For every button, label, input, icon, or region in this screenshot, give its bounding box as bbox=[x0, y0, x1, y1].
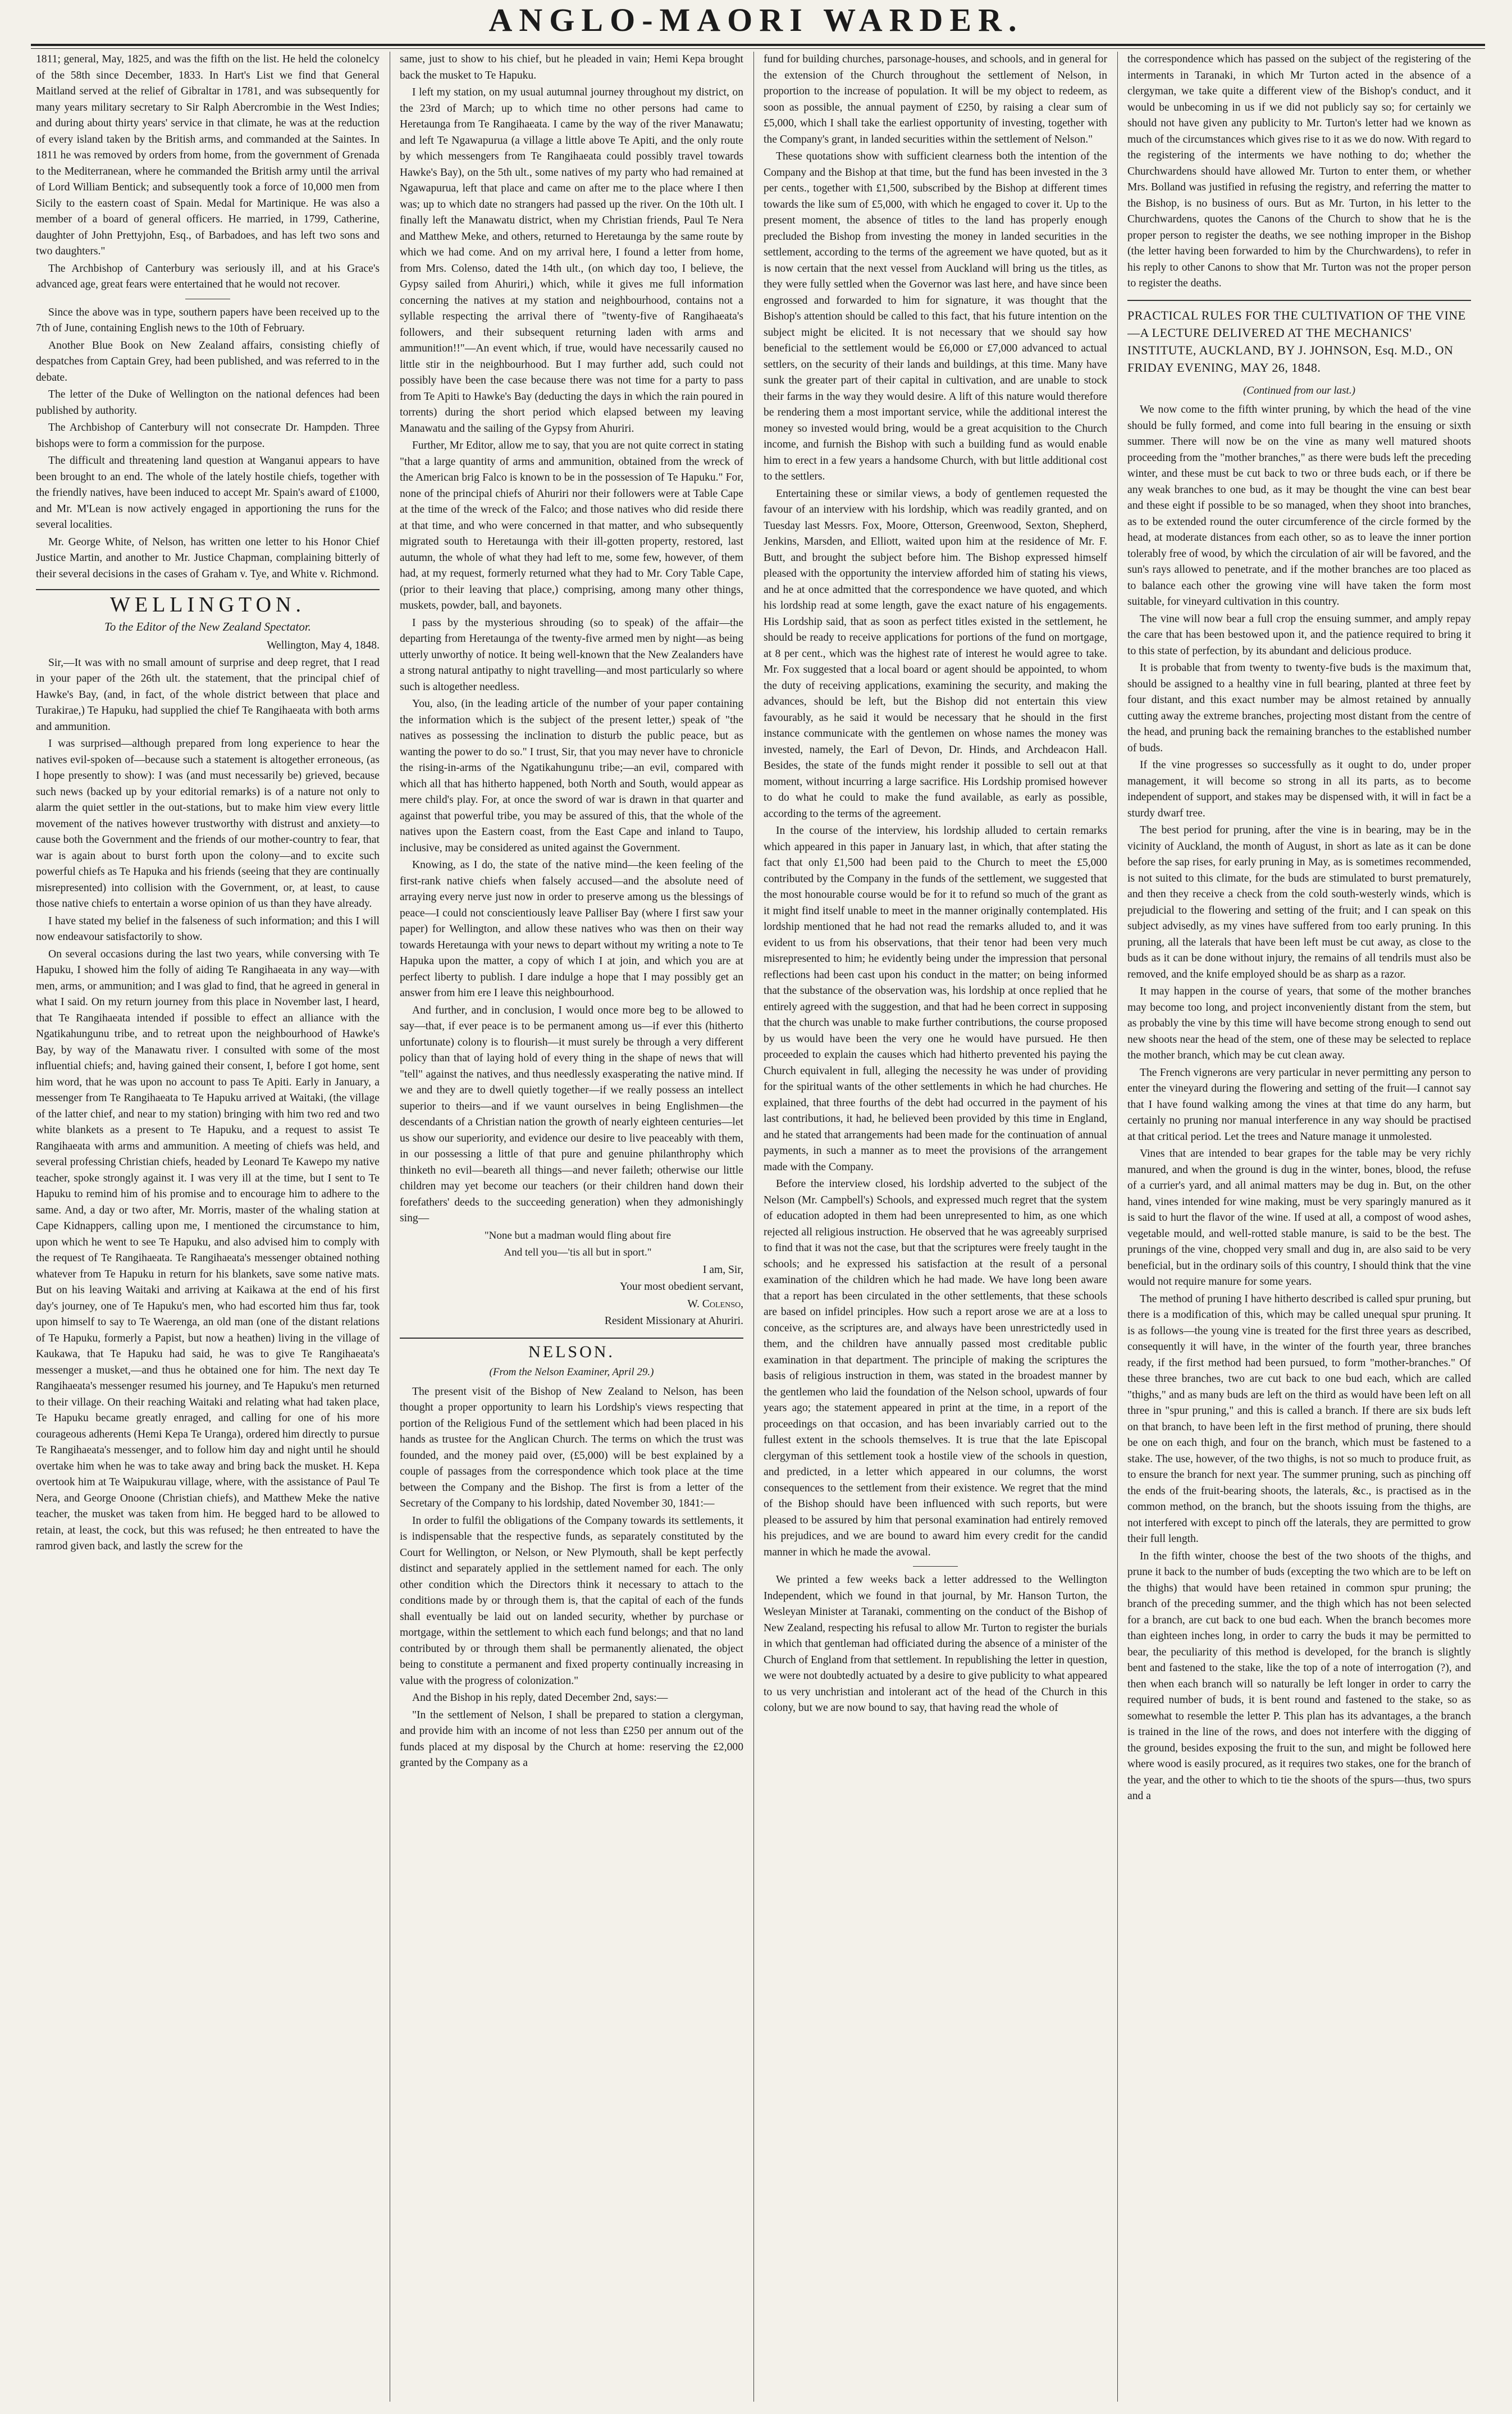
article-paragraph: If the vine progresses so successfully as it ought to do, under proper management, it will become so strong in all its parts, as to become independent of support, and stakes may be dispensed with, it will in fact be a sturdy dwarf tree. bbox=[1127, 759, 1471, 819]
article-paragraph: We now come to the fifth winter pruning, by which the head of the vine should be fully formed, and come into full bearing in the ensuing or sixth summer. There will now be on the vine as many well matured shoots proceeding from the "mother branches," as there were buds left the preceding winter, and these must be cut back to two or three buds each, or if there be any weak branches to one bud, as it may be thought the vine can best bear and these eight if possible to be so managed, when they shoot into branches, as to be extended round the outer circumference of the circle formed by the head, at moderate distances from each other, so as to leave the inner portion tolerably free of wood, by which the circulation of air will be favored, and the sun's rays allowed to penetrate, and if the mother branches are too placed as to balance each other the growing vine will have taken the form most suitable, for vineyard cultivation in this country. bbox=[1127, 404, 1471, 608]
letter-paragraph: I left my station, on my usual autumnal journey throughout my district, on the 23rd of March; up to which time no other persons had came to Heretaunga from Te Rangihaeata. I came by the way of the river Manawatu; and left Te Ngawapurua (a village a little above Te Apiti, and the only route by which messengers from Te Rangihaeata could possibly travel towards Hawke's Bay), on the 5th ult., some natives of my party who had remained at Ngawapurua, left that place and came on after me to the place where I then was; up to which date no strangers had passed up the river. On the 10th ult. I finally left the Manawatu district, when my Christian friends, Paul Te Nera and Matthew Meke, and others, returned to Heretaunga by the same route by which we had come. And on my arrival here, I found a letter from home, from Mrs. Colenso, dated the 14th ult., (on which day too, I believe, the Gypsy sailed from Ahuriri,) which, while it gives me full information concerning the natives at my station and neighbourhood, contains not a syllable respecting the arrival there of "twenty-five of Rangihaeata's followers, and their subsequent returning laden with arms and ammunition!!"—An event which, if true, would have necessarily caused no little stir in the neighbourhood. But I may further add, such could not possibly have been the case because there was not time for a party to pass from Te Apiti to Hawke's Bay (deducting the days in which the rain poured in torrents) during the short period which elapsed between my leaving Manawatu and the sailing of the Gypsy from Ahuriri. bbox=[400, 86, 743, 435]
article-paragraph: 1811; general, May, 1825, and was the fifth on the list. He held the colonelcy of the 58th since December, 1833. In Hart's List we find that General Maitland served at the relief of Gibraltar in 1781, and was subsequently for many years military secretary to Sir Ralph Abercrombie in the West Indies; and during about thirty years' service in that climate, he was at the reduction of every island taken by the British arms, and commanded at the Saintes. In 1811 he was removed by orders from home, from the government of Grenada to the Mediterranean, where he commanded the British army until the arrival of Lord William Bentick; and subsequently took a force of 10,000 men from Sicily to the eastern coast of Spain. Medal for Martinique. He was also a member of a board of general officers. He married, in 1799, Catherine, daughter of John Prettyjohn, Esq., of Barbadoes, and has left two sons and two daughters." bbox=[36, 53, 380, 257]
signature-line: I am, Sir, bbox=[702, 1263, 743, 1276]
section-heading-wellington: WELLINGTON. bbox=[36, 589, 380, 613]
section-subheading: To the Editor of the New Zealand Spectator. bbox=[104, 619, 311, 633]
article-paragraph: These quotations show with sufficient clearness both the intention of the Company and the Bishop at that time, but the fund has been invested in the 3 per cents., together with £1,500, subscribed by the Bishop at different times towards the like sum of £5,000, with which he engaged to cover it. Up to the present moment, the absence of titles to the land has properly enough precluded the Bishop from investing the money in landed securities in the settlement, according to the terms of the agreement we have quoted, but as it is now certain that the next vessel from Auckland will bring us the titles, as they were fully settled when the Governor was last here, and have since been engrossed and forwarded to him for signature, it was thought that the Bishop's attention should be called to this fact, that his future intention on the subject might be elicited. It is not necessary that we should say how beneficial to the settlement would be £6,000 or £7,000 advanced to actual settlers, on the security of their lands and buildings, at this time. Many have sunk the greater part of their capital in cultivation, and are unable to stock their farms in the way they would desire. A lift of this nature would therefore be rendering them a most important service, while the additional interest the money so invested would bring, would be a great acquisition to the Church income, and furnish the Bishop with such a building fund as would enable him to erect in a few years a handsome Church, with but little additional cost to the settlers. bbox=[764, 150, 1107, 482]
masthead-rule-thin bbox=[31, 48, 1485, 49]
verse-quote: "None but a madman would fling about fire bbox=[484, 1229, 672, 1242]
article-paragraph: The Archbishop of Canterbury was seriously ill, and at his Grace's advanced age, great fears were entertained that he would not recover. bbox=[36, 262, 380, 290]
article-paragraph: Entertaining these or similar views, a body of gentlemen requested the favour of an interview with his lordship, which was readily granted, and on Tuesday last Messrs. Fox, Moore, Otterson, Greenwood, Sexton, Shepherd, Jenkins, Marsden, and Elliott, waited upon him at the residence of Mr. F. Butt, and brought the subject before him. The Bishop expressed himself pleased with the opportunity the interview afforded him of stating his views, and he at once admitted that the correspondence we have quoted, and which his lordship read at some length, gave the exact nature of his engagements. His Lordship said, that as soon as perfect titles existed in the settlement, he should be ready to receive applications for portions of the fund on mortgage, at 8 per cent., which was the highest rate of interest he would agree to take. Mr. Fox suggested that a local board or agent should be appointed, to whom the duty of receiving applications, examining the security, and making the advances, should be left, but the Bishop did not entertain this view favourably, as he said it would be necessary that he should in the first instance communicate with the gentlemen on whose names the money was invested, namely, the Earl of Devon, Dr. Hinds, and Archdeacon Hall. Besides, the state of the funds might render it possible to sell out at that moment, without incurring a large sacrifice. His Lordship promised however to do what he could to make the fund available, as early as possible, according to the terms of the agreement. bbox=[764, 487, 1107, 820]
column-divider bbox=[1117, 52, 1118, 2402]
article-paragraph: Mr. George White, of Nelson, has written one letter to his Honor Chief Justice Martin, and another to Mr. Justice Chapman, complaining bitterly of their several decisions in the cases of Graham v. Tye, and White v. Richmond. bbox=[36, 536, 380, 580]
article-paragraph: In the fifth winter, choose the best of the two shoots of the thighs, and prune it back to the number of buds (excepting the two which are to be left on the thighs) that would have been retained in common spur pruning; the branch of the preceding summer, and the thigh which has not been selected for a branch, are cut back to one bud each. When the branch becomes more than eighteen inches long, in order to carry the buds it may be permitted to bear, the peculiarity of this method is developed, for the branch is slightly bent and fastened to the stake, like the top of a note of interrogation (?), and then when each branch will so naturally be left longer in order to carry the required number of buds, it is bent round and fastened to the stake, so as somewhat to resemble the letter P. This plan has its advantages, a the branch is trained in the line of the rows, and does not interfere with the digging of the ground, besides exposing the fruit to the sun, and might be followed here where wood is easily procured, as it requires two stakes, one for the branch of the year, and the other to which to tie the shoots of the spurs—thus, two spurs and a bbox=[1127, 1550, 1471, 1802]
article-headline-vine: PRACTICAL RULES FOR THE CULTIVATION OF THE VINE—A LECTURE DELIVERED AT THE MECHANICS' INSTITUTE, AUCKLAND, BY J. JOHNSON, Esq. M.D., ON FRIDAY EVENING, MAY 26, 1848. bbox=[1127, 300, 1471, 376]
column-1 bbox=[36, 52, 380, 2402]
article-paragraph: The method of pruning I have hitherto described is called spur pruning, but there is a modification of this, which may be called unequal spur pruning. It is as follows—the young vine is treated for the first three years as described, consequently it will have, in the winter of the fourth year, three branches ready, if the first method had been pursued, to form "mother-branches." Of these three branches, two are cut back to one bud each, which are called "thighs," and as many buds are left on the third as would have been left on all three in "spur pruning," and this is called a branch. If there are six buds left on that branch, to have been left in the first method of pruning, there should be one on each thigh, and four on the branch, which must be fastened to a stake. The use, however, of the two thighs, is not so much to produce fruit, as to ensure the branch for next year. The summer pruning, such as pinching off the ends of the fruit-bearing shoots, the laterals, &c., is practised as in the common method, on the branch, but the shoots issuing from the thighs, are not interfered with except to pinch off the laterals, they are permitted to grow their full length. bbox=[1127, 1293, 1471, 1545]
article-paragraph: It may happen in the course of years, that some of the mother branches may become too long, and project inconveniently distant from the stem, but as probably the vine by this time will have become strong enough to send out new shoots near the head of the stem, one of these may be selected to replace the mother branch, which may be cut clean away. bbox=[1127, 985, 1471, 1061]
masthead-rule bbox=[31, 44, 1485, 46]
section-heading-nelson: NELSON. bbox=[400, 1338, 743, 1361]
article-paragraph: the correspondence which has passed on the subject of the registering of the interments in Taranaki, in which Mr Turton acted in the absence of a clergyman, we take quite a different view of the Bishop's conduct, and it would be unbecoming in us if we did not publicly say so; for certainly we should not have given any publicity to Mr. Turton's letter had we known as much of the circumstances which gives rise to it as we do now. With regard to the registering of the interments we have nothing to do; whether the Churchwardens should have allowed Mr. Turton to enter them, or whether Mrs. Bolland was justified in refusing the registry, and referring the matter to the Bishop, is no business of ours. But as Mr. Turton, in his letter to the Churchwardens, quotes the Canons of the Church to show that he is the proper person to register the deaths, we see nothing improper in the Bishop (the letter having been forwarded to him by the Churchwardens), to refer in his reply to other Canons to show that Mr. Turton was not the proper person to register the deaths. bbox=[1127, 53, 1471, 289]
letter-paragraph: And further, and in conclusion, I would once more beg to be allowed to say—that, if ever peace is to be permanent among us—if ever this (hitherto unfortunate) colony is to flourish—it must surely be through a very different policy than that of laying hold of every thing in the shape of news that will "tell" against the natives, and thus needlessly exasperating the native mind. If we and they are to dwell quietly together—if we really possess an intellect superior to theirs—and if we vaunt ourselves in being Englishmen—the descendants of a Christian nation the growth of nearly eighteen centuries—let us show our superiority, and evidence our desire to live peaceably with them, in our possessing a little of that pure and genuine philanthrophy which thinketh no evil—beareth all things—and never faileth; otherwise our little children may yet become our teachers (or their children hand down their forefathers' deeds to the succeeding generation) when they admonishingly sing— bbox=[400, 1004, 743, 1224]
article-paragraph: The French vignerons are very particular in never permitting any person to enter the vineyard during the flowering and setting of the fruit—I cannot say that I have found walking among the vines at that time do any harm, but certainly no pruning nor manual interference in any way should be practised at that critical period. Let the trees and Nature manage it unmolested. bbox=[1127, 1066, 1471, 1143]
letter-paragraph: I pass by the mysterious shrouding (so to speak) of the affair—the departing from Heretaunga of the twenty-five armed men by night—as being utterly unworthy of notice. It being well-known that the New Zealanders have a strong natural antipathy to night travelling—and most particularly so where such is altogether needless. bbox=[400, 617, 743, 693]
article-paragraph: The best period for pruning, after the vine is in bearing, may be in the vicinity of Auckland, the month of August, in short as late as it can be done before the sap rises, for early pruning in May, as is sometimes recommended, is not suited to this climate, for the buds are stimulated to burst prematurely, and then they receive a check from the cold south-westerly winds, which is prejudicial to the flowering and setting of the fruit; and I can speak on this subject advisedly, as my vines have suffered from too early pruning. In this pruning, all the laterals that have been left must be cut away, as close to the buds as it can be done without injury, the remains of all tendrils must also be removed, and the knife employed should be as sharp as a razor. bbox=[1127, 824, 1471, 980]
article-paragraph: And the Bishop in his reply, dated December 2nd, says:— bbox=[412, 1692, 668, 1704]
letter-paragraph: Further, Mr Editor, allow me to say, that you are not quite correct in stating "that a large quantity of arms and ammunition, obtained from the wreck of the American brig Falco is known to be in the possession of Te Hapuku." For, none of the principal chiefs of Ahuriri nor their followers were at Table Cape at the time of the wreck of the Falco; and those natives who did reside there at that time, and who were concerned in that matter, and who subsequently migrated south to Heretaunga with their ill-gotten property, restored, last autumn, the whole of what they had left to me, some few, however, of them had, at my request, formerly returned what they had to Mr. Cory Table Cape, (prior to their leaving that place,) comprising, among many other things, muskets, powder, ball, and bayonets. bbox=[400, 440, 743, 612]
article-paragraph: In the course of the interview, his lordship alluded to certain remarks which appeared in this paper in January last, in which, that after stating the fact that only £1,500 had been paid to the Church to meet the £5,000 contributed by the Company in the funds of the settlement, we suggested that the most honourable course would be for it to refund so much of the grant as it might find itself unable to meet in the manner originally contemplated. His lordship mentioned that he had not read the remarks alluded to, and it was evident to us from his observations, that their tenor had been very much misrepresented to him; he evidently being under the impression that personal reflections had been cast upon his conduct in the matter; on being informed that the substance of the observation was, his lordship at once replied that he entirely agreed with the suggestion, and that had he been correct in supposing that the church was unable to make further contributions, the course proposed by us would have been the very one he would have pursued. He then proceeded to explain the causes which had hitherto prevented his paying the Church equivalent in full, alleging the necessity he was under of providing for the spiritual wants of the other settlements in which he had churches. He explained, that three fourths of the debt had occurred in the payment of his last contributions, it had, he believed been provided by this time in England, and he stated that arrangements had been made for the continuation of annual payments, in such a manner as to meet the provisions of the arrangement made with the Company. bbox=[764, 825, 1107, 1173]
separator-rule bbox=[913, 1566, 958, 1567]
signature-name: W. Colenso, bbox=[687, 1298, 743, 1310]
verse-quote: And tell you—'tis all but in sport." bbox=[504, 1247, 652, 1258]
continued-note: (Continued from our last.) bbox=[1243, 384, 1355, 396]
article-paragraph: fund for building churches, parsonage-houses, and schools, and in general for the extension of the Church throughout the settlement of Nelson, in proportion to the increase of population. It will be my object to redeem, as soon as possible, the annual payment of £250, by raising a clear sum of £5,000, which I shall take the earliest opportunity of investing, together with the Company's grant, in landed securities within the settlement of Nelson." bbox=[764, 53, 1107, 145]
article-paragraph: "In the settlement of Nelson, I shall be prepared to station a clergyman, and provide him with an income of not less than £250 per annum out of the funds placed at my disposal by the Church at home: reserving the £2,000 granted by the Company as a bbox=[400, 1709, 743, 1769]
article-paragraph: The Archbishop of Canterbury will not consecrate Dr. Hampden. Three bishops were to form a commission for the purpose. bbox=[36, 422, 380, 450]
letter-paragraph: Knowing, as I do, the state of the native mind—the keen feeling of the first-rank native chiefs when falsely accused—and the absolute need of arraying every nerve just now in order to preserve among us the blessings of peace—I could not conscientiously leave Palliser Bay (where I first saw your paper) for Wellington, and allow these natives who was then on their way towards Heretaunga with your news to depart without my writing a note to Te Hapuka upon the matter, a copy of which I at join, and which you are at perfect liberty to publish. I dare indulge a hope that I may possibly get an answer from him ere I leave this neighbourhood. bbox=[400, 859, 743, 999]
article-paragraph: The present visit of the Bishop of New Zealand to Nelson, has been thought a proper opportunity to learn his Lordship's views respecting that portion of the Religious Fund of the settlement which had been placed in his hands as trustee for the Anglican Church. The terms on which the trust was founded, and the money paid over, (£5,000) will be best explained by a couple of passages from the correspondence which took place at the time between the Company and the Bishop. The first is from a letter of the Secretary of the Company to his lordship, dated November 30, 1841:— bbox=[400, 1385, 743, 1509]
article-paragraph: The letter of the Duke of Wellington on the national defences had been published by authority. bbox=[36, 389, 380, 417]
letter-paragraph: Sir,—It was with no small amount of surprise and deep regret, that I read in your paper of the 26th ult. the statement, that the principal chief of Hawke's Bay, (and, in fact, of the whole district between that place and Turakirae,) Te Hapuku, had supplied the chief Te Rangihaeata with both arms and ammunition. bbox=[36, 656, 380, 733]
article-paragraph: Since the above was in type, southern papers have been received up to the 7th of June, containing English news to the 10th of February. bbox=[36, 306, 380, 334]
column-divider bbox=[753, 52, 754, 2402]
article-paragraph: The vine will now bear a full crop the ensuing summer, and amply repay the care that has been bestowed upon it, and the patience required to bring it to this state of perfection, by its abundant and delicious produce. bbox=[1127, 613, 1471, 657]
letter-paragraph: I was surprised—although prepared from long experience to hear the natives evil-spoken of—because such a statement is altogether erroneous, (as I hope presently to show): I was (and must necessarily be) grieved, because such news (backed up by your editorial remarks) is of a nature not only to alarm the quiet settler in the out-stations, but to make him view every little movement of the natives however trustworthy with distrust and anxiety—to cause both the Government and the friends of our mother-country to fear, that war is again about to burst forth upon the colony—and to excite such powerful chiefs as Te Hapuka and his friends (seeing that they are continually misrepresented) into collision with the Government, or, at least, to cause those native chiefs to entertain a worse opinion of us than they have already. bbox=[36, 738, 380, 910]
letter-paragraph: I have stated my belief in the falseness of such information; and this I will now endeavour satisfactorily to show. bbox=[36, 915, 380, 943]
letter-paragraph: You, also, (in the leading article of the number of your paper containing the information which is the subject of the present letter,) speak of "the natives as possessing the inclination to disturb the public peace, but as wanting the power to do so." I trust, Sir, that you may never have to chronicle the rising-in-arms of the Ngatikahungunu tribe;—an evil, compared with which all that has hitherto happened, both North and South, would appear as mere child's play. For, at once the sword of war is drawn in that quarter and against that powerful tribe, you may be assured of this, that the whole of the natives upon the Eastern coast, from the East Cape and inland to Taupo, inclusive, may be considered as united against the Government. bbox=[400, 698, 743, 854]
article-paragraph: Vines that are intended to bear grapes for the table may be very richly manured, and when the ground is dug in the winter, bones, blood, the refuse of a currier's yard, and all animal matters may be dug in. But, on the other hand, vines intended for wine making, must be very sparingly manured as it is said to hurt the flavor of the wine. If used at all, a compost of wood ashes, vegetable mould, and well-rotted stable manure, is said to be the best. The prunings of the vine, chopped very small and dug in, are also said to be very beneficial, but in the ordinary soils of this country, I should think that the vine would not require manure for some years. bbox=[1127, 1148, 1471, 1288]
signature-line: Resident Missionary at Ahuriri. bbox=[604, 1315, 743, 1327]
letter-paragraph: same, just to show to his chief, but he pleaded in vain; Hemi Kepa brought back the musket to Te Hapuku. bbox=[400, 53, 743, 81]
column-3 bbox=[764, 52, 1107, 2402]
article-paragraph: In order to fulfil the obligations of the Company towards its settlements, it is indispensable that the respective funds, as separately constituted by the Court for Wellington, or Nelson, or New Plymouth, shall be kept perfectly distinct and separately applied in the settlement named for each. The only other condition which the Directors think it necessary to attach to the conditions made by or through them is, that the capital of each of the funds shall eventually be laid out on landed security, whether by purchase or mortgage, within the settlement to which each fund belongs; and that no land contributed by or through them shall be permanently alienated, the object being to constitute a permanent and fixed property continually increasing in value with the progress of colonization." bbox=[400, 1514, 743, 1687]
letter-paragraph: On several occasions during the last two years, while conversing with Te Hapuku, I showed him the folly of aiding Te Rangihaeata in any way—with men, arms, or ammunition; and I was glad to find, that he agreed in general in what I said. On my return journey from this place in November last, I heard, that Te Rangihaeata intended if possible to effect an alliance with the Ngatikahungunu tribe, and to retreat upon the neighbourhood of Hawke's Bay, by way of the Manawatu river. I consulted with some of the most influential chiefs; and, having gained their consent, I, before I got home, sent him word, that he was upon no account to pass Te Apiti. Early in January, a messenger from Te Rangihaeata to Te Hapuku arrived at Waitaki, (the village of the latter chief, and near to my station) bringing with him two red and two white blankets as a present to Te Hapuku, and a request to assist Te Rangihaeata with arms and ammunition. A meeting of chiefs was held, and several professing Christian chiefs, headed by Leonard Te Kawepo my native teacher, spoke strongly against it. I was very ill at the time, but I sent to Te Hapuku to remind him of his promise and to encourage him to adhere to the same. And, a day or two after, Mr. Morris, master of the whaling station at Cape Kidnappers, calling upon me, I mentioned the circumstance to him, upon which he went to see Te Hapuku, and also advised him to comply with the request of Te Rangihaeata. Te Rangihaeata's messenger obtained nothing whatever from Te Hapuku in return for his blankets, save some native mats. But on his leaving Waitaki and arriving at Kaikawa at the end of his first day's journey, one of Te Hapuku's men, who had escorted him thus far, took upon himself to say to Te Waerenga, an old man (one of the distant relations of Te Hapuku, formerly a Papist, but now a heathen) living in the village of Kaukawa, that Te Hapuku had said, he was to give Te Rangihaeata's messenger a musket,—and thus he obtained one for him. The next day Te Rangihaeata's messenger resumed his journey, and Te Hapuku's men returned to their village. On their reaching Waitaki and relating what had taken place, Te Hapuku became greatly enraged, and calling for one of his more courageous adherents (Hemi Kepa Te Uranga), ordered him directly to pursue Te Rangihaeata's messenger, and to follow him day and night until he should overtake him when he was to take away and bring back the musket. H. Kepa overtook him at Te Waipukurau village, where, with the assistance of Paul Te Nera, and George Onoone (Christian chiefs), and Matthew Meke the native teacher, the musket was taken from him. He begged hard to be allowed to retain, at least, the cock, but this was refused; he then entreated to have the ramrod given back, and lastly the screw for the bbox=[36, 948, 380, 1552]
article-paragraph: It is probable that from twenty to twenty-five buds is the maximum that, should be assigned to a healthy vine in full bearing, planted at three feet by four distant, and this exact number may be almost retained by annually cutting away the extreme branches, projecting most distant from the centre of the head, and pruning back the remaining branches to the established number of buds. bbox=[1127, 662, 1471, 754]
column-4 bbox=[1127, 52, 1471, 2402]
dateline: Wellington, May 4, 1848. bbox=[267, 640, 380, 651]
article-paragraph: Before the interview closed, his lordship adverted to the subject of the Nelson (Mr. Campbell's) Schools, and expressed much regret that the system of education adopted in them had been unrepresented to him, as one which rejected all religious instruction. He observed that he was agreeably surprised to find that it was not the case, but that the scriptures were freely taught in the schools; and he expressed his satisfaction at the result of a personal examination of the children which he had made. We have long been aware that a report has been circulated in the other settlements, that these schools are based on infidel principles. How such a report arose we are at a loss to conceive, as the scriptures are, and always have been unrestrictedly used in them, and the children have annually passed most creditable public examination in that department. The principle of making the scriptures the basis of religious instruction in them, was stated in the broadest manner by the gentlemen who laid the foundation of the Nelson school, upwards of four years ago; the statement appeared in print at the time, in a report of the proceedings on that occasion, and has been invariably carried out to the fullest extent in the schools themselves. It is true that the late Episcopal clergyman of this settlement took a hostile view of the schools in question, and predicted, in a letter which appeared in our columns, the worst consequences to the settlement from their existence. We regret that the mind of the Bishop should have been influenced with such reports, but were pleased to be assured by him that personal examination had entirely removed his prejudices, and we are bound to award him every credit for the candid manner in which he made the avowal. bbox=[764, 1178, 1107, 1558]
article-paragraph: The difficult and threatening land question at Wanganui appears to have been brought to an end. The whole of the lately hostile chiefs, together with the friendly natives, have been induced to accept Mr. Spain's award of £1000, and Mr. M'Lean is now actively engaged in apportioning the runs for the several localities. bbox=[36, 455, 380, 531]
section-subheading: (From the Nelson Examiner, April 29.) bbox=[489, 1366, 654, 1378]
masthead-title: ANGLO-MAORI WARDER. bbox=[488, 2, 1024, 38]
column-2 bbox=[400, 52, 743, 2402]
article-paragraph: Another Blue Book on New Zealand affairs, consisting chiefly of despatches from Captain Grey, had been published, and was referred to in the debate. bbox=[36, 339, 380, 384]
signature-line: Your most obedient servant, bbox=[619, 1281, 743, 1293]
article-paragraph: We printed a few weeks back a letter addressed to the Wellington Independent, which we found in that journal, by Mr. Hanson Turton, the Wesleyan Minister at Taranaki, commenting on the conduct of the Bishop of New Zealand, respecting his refusal to allow Mr. Turton to register the burials in which that gentleman had officiated during the absence of a minister of the Church of England from that settlement. In republishing the letter in question, we were not doubtedly actuated by a desire to give publicity to what appeared to us very unchristian and intolerant act of the head of the Church in this colony, but we are now bound to say, that having read the whole of bbox=[764, 1574, 1107, 1714]
